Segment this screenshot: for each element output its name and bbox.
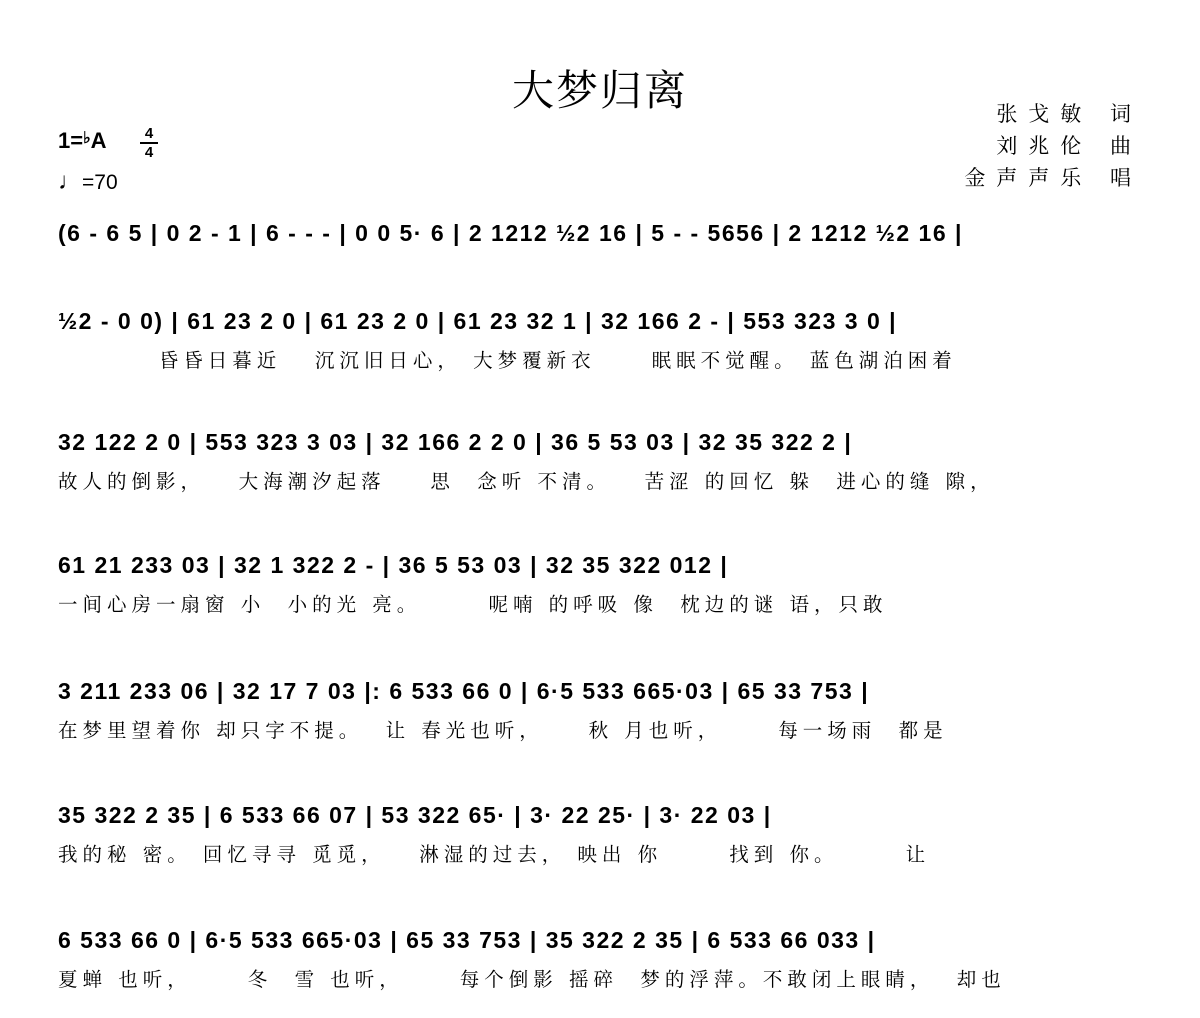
lyrics-line: 故人的倒影， 大海潮汐起落 思 念听 不清。 苦涩 的回忆 躲 进心的缝 隙， [58,470,995,493]
time-signature-bottom: 4 [144,144,154,161]
lyrics-line: 在梦里望着你 却只字不提。 让 春光也听， 秋 月也听， 每一场雨 都是 [58,719,948,742]
key-note: A [90,128,107,153]
lyrics-line: 我的秘 密。 回忆寻寻 觅觅， 淋湿的过去， 映出 你 找到 你。 让 [58,843,931,866]
score-row-4 [58,550,1146,618]
notation-line: 6 533 66 0 | 6·5 533 665·03 | 65 33 753 | 35 322 2 35 | 6 533 66 033 | [58,927,876,953]
composer-credit: 刘兆伦 曲 [996,134,1142,158]
quarter-note-icon: ♩ [58,168,82,195]
tempo-marking [58,168,118,196]
notation-line: 35 322 2 35 | 6 533 66 07 | 53 322 65· | 3· 22 25· | 3· 22 03 | [58,802,772,828]
lyricist-credit: 张戈敏 词 [996,102,1142,126]
score-row-6 [58,800,1146,868]
singer-credit: 金声声乐 唱 [964,166,1142,190]
notation-line: (6 - 6 5 | 0 2 - 1 | 6 - - - | 0 0 5· 6 | 2 1212 ½2 16 | 5 - - 5656 | 2 1212 ½2 16 | [58,220,963,246]
score-row-7 [58,925,1146,993]
score-title: 大梦归离 [511,66,688,115]
score-row-5 [58,676,1146,744]
notation-line: 61 21 233 03 | 32 1 322 2 - | 36 5 53 03 | 32 35 322 012 | [58,552,729,578]
lyrics-line: 昏昏日暮近 沉沉旧日心， 大梦覆新衣 眠眠不觉醒。 蓝色湖泊困着 [58,349,957,372]
key-prefix: 1= [58,128,84,153]
notation-line: ½2 - 0 0) | 61 23 2 0 | 61 23 2 0 | 61 23 32 1 | 32 166 2 - | 553 323 3 0 | [58,308,898,334]
notation-line: 32 122 2 0 | 553 323 3 03 | 32 166 2 2 0 | 36 5 53 03 | 32 35 322 2 | [58,429,853,455]
score-row-3 [58,427,1146,495]
credits [964,98,1142,194]
lyrics-line: 夏蝉 也听， 冬 雪 也听， 每个倒影 摇碎 梦的浮萍。不敢闭上眼睛， 却也 [58,968,1006,991]
key-signature [58,128,107,154]
time-signature-top: 4 [144,125,154,142]
tempo-value: =70 [82,171,118,194]
score-row-1 [58,218,1146,260]
time-signature [140,126,158,160]
flat-icon: ♭ [83,130,91,147]
score-row-2 [58,306,1146,374]
lyrics-line: 一间心房一扇窗 小 小的光 亮。 呢喃 的呼吸 像 枕边的谜 语，只敢 [58,593,888,616]
notation-line: 3 211 233 06 | 32 17 7 03 |: 6 533 66 0 | 6·5 533 665·03 | 65 33 753 | [58,678,870,704]
